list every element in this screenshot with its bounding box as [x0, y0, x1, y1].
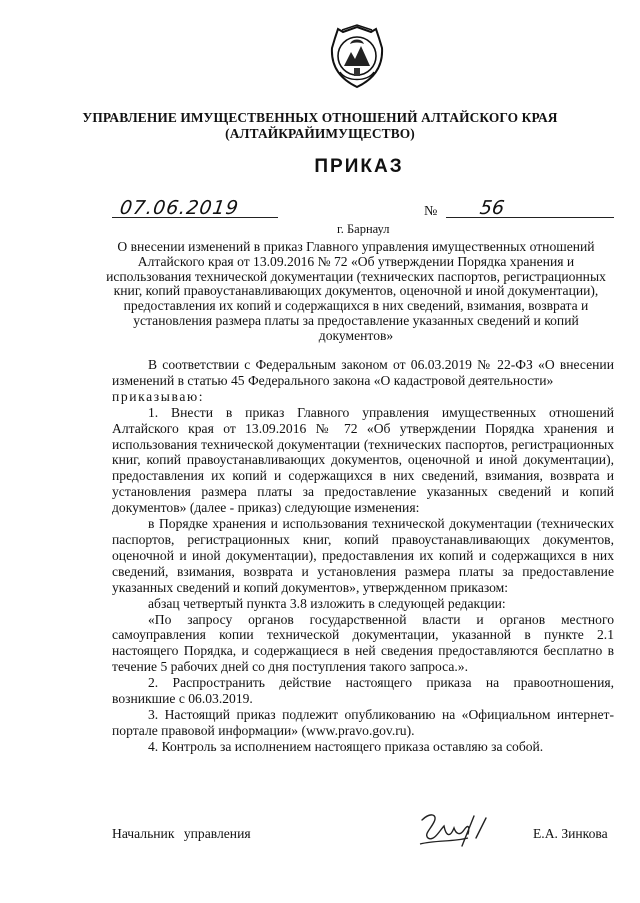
order-date: 07.06.2019 — [118, 197, 241, 219]
document-title: ПРИКАЗ — [314, 156, 404, 177]
item-2: 2. Распространить действие настоящего приказа на правоотношения, возникшие с 06.03.2019. — [112, 675, 614, 707]
handwritten-signature — [416, 808, 496, 848]
organization-name: УПРАВЛЕНИЕ ИМУЩЕСТВЕННЫХ ОТНОШЕНИЙ АЛТАЙСКОГО КРАЯ — [82, 110, 558, 125]
city: г. Барнаул — [337, 222, 390, 236]
altai-krai-coat-of-arms-icon — [326, 24, 388, 90]
item-1-quote: «По запросу органов государственной власти и органов местного самоуправления копии технической документации, указанной в пункте 2.1 настоящего Порядка, и содержащиеся в ней сведения предоставляются бесплатно в течение 5 рабочих дней со дня поступления такого запроса.». — [112, 611, 614, 675]
item-4: 4. Контроль за исполнением настоящего приказа оставляю за собой. — [148, 738, 544, 754]
date-underline — [112, 217, 278, 218]
order-subject: О внесении изменений в приказ Главного управления имущественных отношений Алтайского края от 13.09.2016 № 72 «Об утверждении Порядка хранения и использования технической документации (технических паспортов, регистрационных книг, копий правоустанавливающих документов, оценочной и иной документации), предоставления их копий и содержащихся в них сведений, взимания, возврата и установления размера платы за предоставление указанных сведений и копий документов» — [106, 239, 606, 343]
number-sign: № — [424, 204, 438, 219]
number-underline — [446, 217, 614, 218]
item-1-sub: в Порядке хранения и использования технической документации (технических паспортов, регистрационных книг, копий правоустанавливающих документов, оценочной и иной документации), предоставления их копий и содержащихся в них сведений, взимания, возврата и установления размера платы за предоставление указанных сведений и копий документов», утвержденном приказом: — [112, 516, 614, 595]
order-number: 56 — [478, 197, 506, 219]
item-1-paragraph: абзац четвертый пункта 3.8 изложить в следующей редакции: — [148, 595, 506, 611]
organization-short-name: (АЛТАЙКРАЙИМУЩЕСТВО) — [225, 126, 415, 141]
preamble: В соответствии с Федеральным законом от 06.03.2019 № 22-ФЗ «О внесении изменений в статью 45 Федерального закона «О кадастровой деятельности» — [112, 357, 614, 388]
order-body — [112, 357, 614, 755]
item-3: 3. Настоящий приказ подлежит опубликованию на «Официальном интернет-портале правовой информации» (www.pravo.gov.ru). — [112, 706, 614, 738]
item-1: 1. Внести в приказ Главного управления имущественных отношений Алтайского края от 13.09.2016 № 72 «Об утверждении Порядка хранения и использования технической документации (технических паспортов, регистрационных книг, копий правоустанавливающих документов, оценочной и иной документации), предоставления их копий и содержащихся в них сведений, взимания, возврата и установления размера платы за предоставление указанных сведений и копий документов» (далее - приказ) следующие изменения: — [112, 404, 614, 516]
order-word: приказываю: — [112, 388, 205, 404]
signatory-name: Е.А. Зинкова — [533, 826, 608, 841]
signatory-position: Начальник управления — [112, 826, 251, 841]
